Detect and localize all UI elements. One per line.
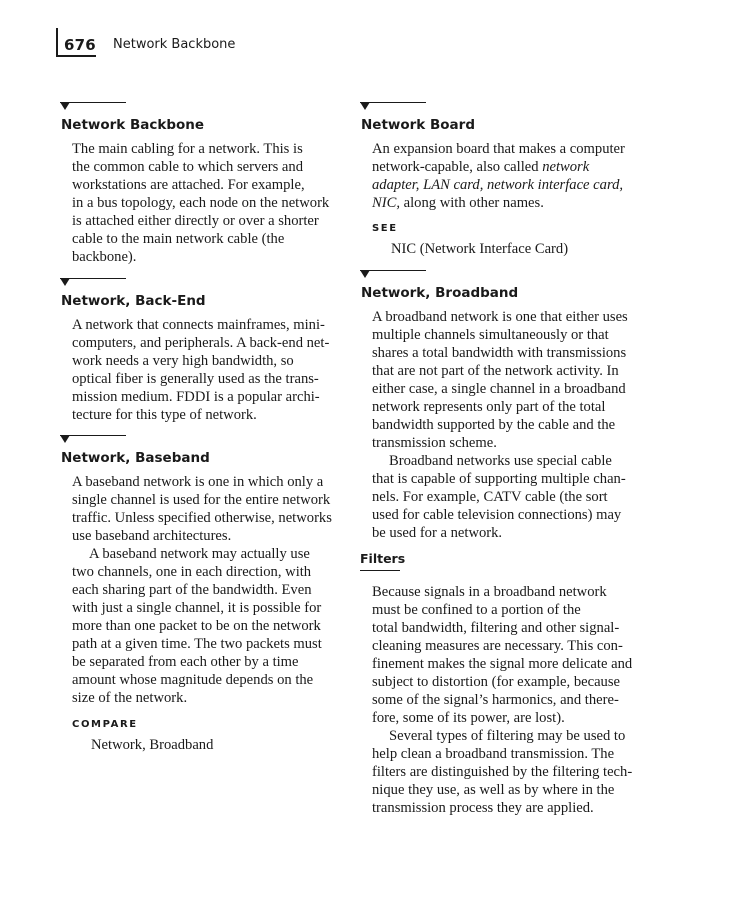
entry-marker [60, 278, 360, 292]
entry-title: Network, Back-End [61, 293, 206, 309]
header-rule [56, 28, 58, 56]
section-filters [360, 551, 660, 817]
subsection-rule [360, 570, 400, 571]
subsection-body: Because signals in a broadband network must be confined to a portion of the total bandwidth, filtering and other signal- cleaning measures are necessary. This con- finement makes the signal more delicate and subject to distortion (for example, because some of the signal’s harmonics, and there- fore, some of its power, are lost). Several types of filtering may be used to help clean a broadband transmission. The filters are distinguished by the filtering tech- nique they use, as well as by where in the transmission process they are applied. [372, 584, 633, 816]
see-label: SEE [372, 223, 398, 234]
entry-title: Network, Baseband [61, 450, 210, 466]
subsection-heading: Filters [360, 551, 406, 566]
entry-network-back-end [60, 278, 360, 424]
compare-label: COMPARE [72, 719, 138, 730]
entry-network-backbone [60, 102, 360, 266]
page-number: 676 [64, 36, 96, 54]
entry-marker [360, 270, 660, 284]
header-underline [56, 55, 96, 57]
entry-body: The main cabling for a network. This is the common cable to which servers and workstations are attached. For example, in a bus topology, each node on the network is attached either directly or over a shorter cable to the main network cable (the backbone). [72, 141, 330, 265]
see-reference-link[interactable]: NIC (Network Interface Card) [391, 241, 569, 257]
entry-body: A broadband network is one that either uses multiple channels simultaneously or that shares a total bandwidth with transmissions that are not part of the network activity. In either case, a single channel in a broadband network represents only part of the total bandwidth supported by the cable and the transmission scheme. Broadband networks use special cable that is capable of supporting multiple chan- nels. For example, CATV cable (the sort used for cable television connections) may be used for a network. [372, 309, 628, 541]
compare-reference-link[interactable]: Network, Broadband [91, 737, 214, 753]
running-title: Network Backbone [113, 37, 236, 52]
entry-network-board [360, 102, 660, 258]
entry-body: A baseband network is one in which only a single channel is used for the entire network traffic. Unless specified otherwise, networks use baseband architectures. A baseband network may actually use two channels, one in each direction, with each sharing part of the bandwidth. Even with just a single channel, it is possible for more than one packet to be on the network path at a given time. The two packets must be separated from each other by a time amount whose magnitude depends on the size of the network. [72, 474, 332, 706]
entry-title: Network, Broadband [361, 285, 519, 301]
entry-marker [60, 435, 360, 449]
entry-network-baseband [60, 435, 360, 754]
entry-marker [360, 102, 660, 116]
entry-network-broadband [360, 270, 660, 542]
entry-body: An expansion board that makes a computer network-capable, also called network adapter, LAN card, network interface card, NIC, along with other names. [372, 141, 625, 211]
entry-marker [60, 102, 360, 116]
entry-body: A network that connects mainframes, mini- computers, and peripherals. A back-end net- work needs a very high bandwidth, so optical fiber is generally used as the trans- mission medium. FDDI is a popular archi- tecture for this type of network. [72, 317, 330, 423]
entry-title: Network Board [361, 117, 475, 133]
entry-title: Network Backbone [61, 117, 205, 133]
